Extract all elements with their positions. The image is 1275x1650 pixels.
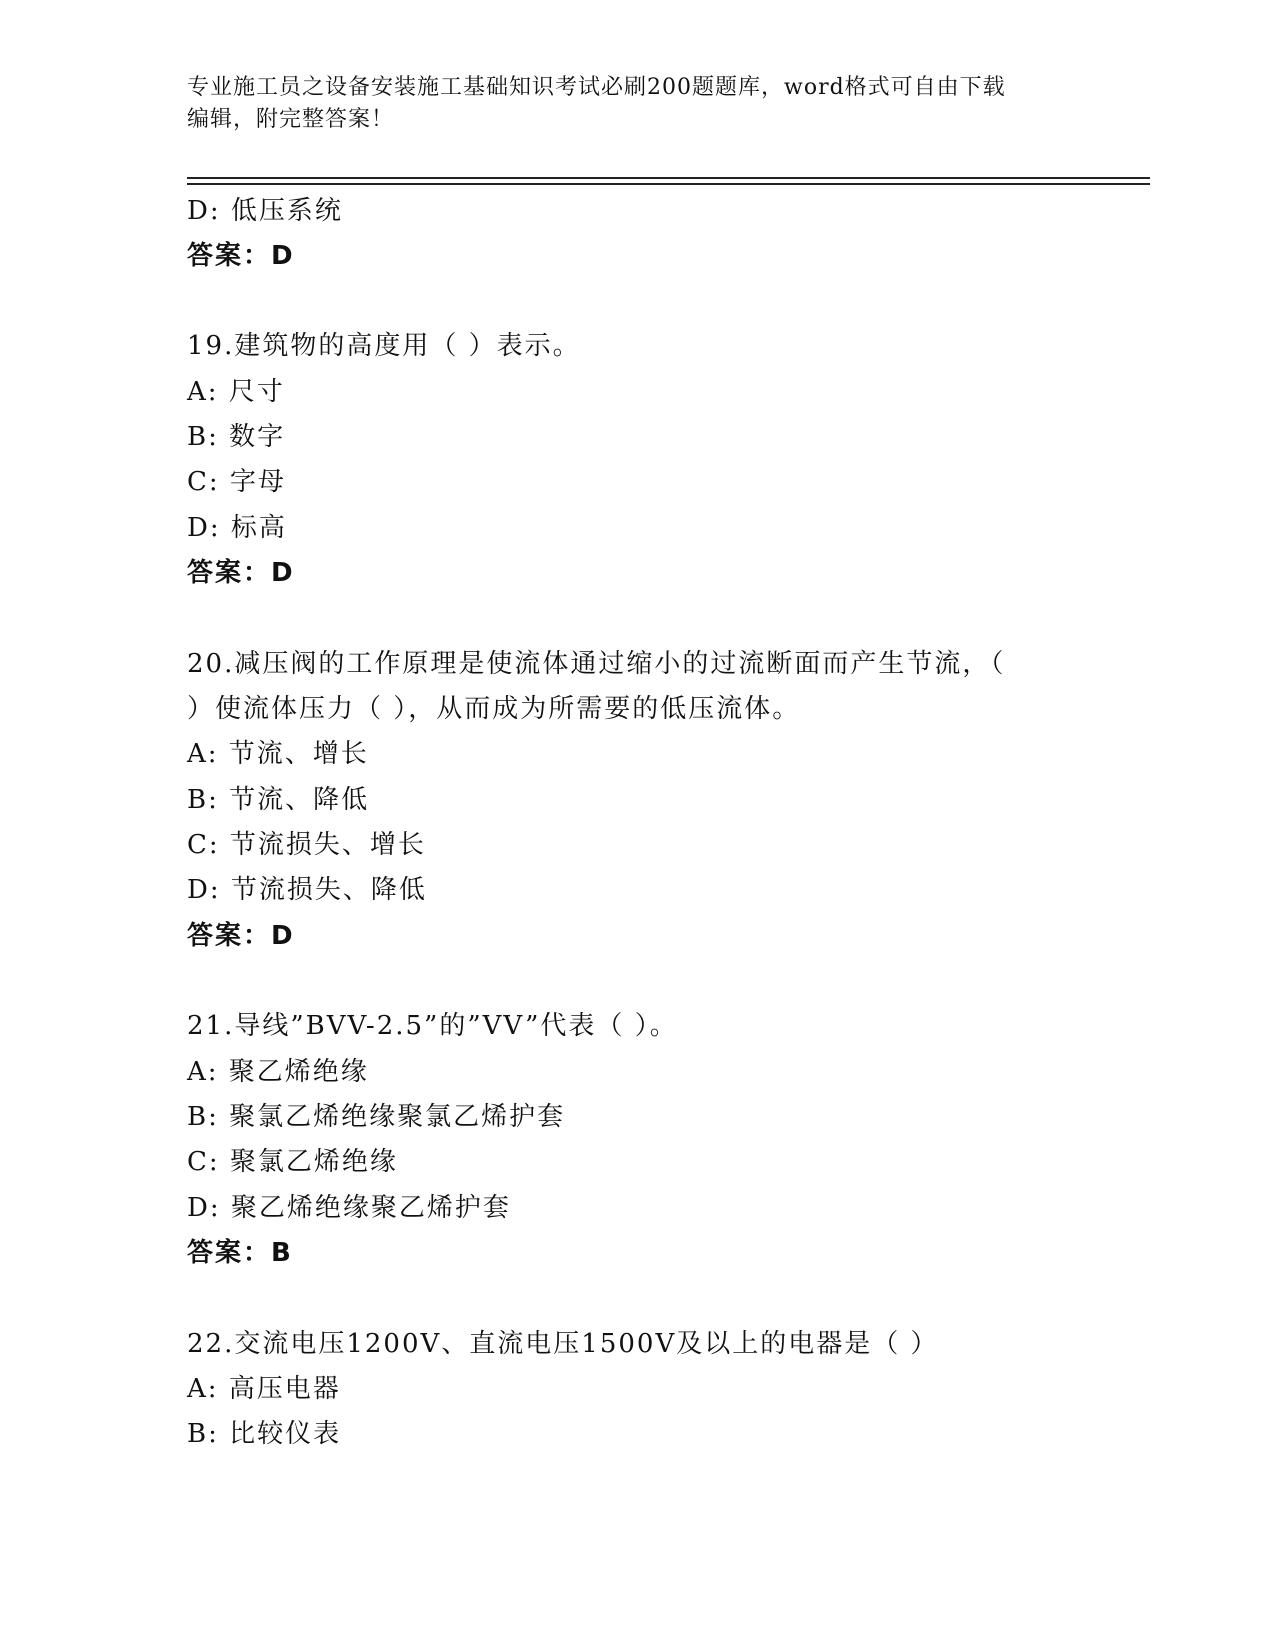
- q18-answer: 答案：D: [187, 241, 295, 271]
- q20-stem-line-1: 20.减压阀的工作原理是使流体通过缩小的过流断面而产生节流，（: [187, 649, 1006, 679]
- header-line-1: 专业施工员之设备安装施工基础知识考试必刷200题题库，word格式可自由下载: [187, 75, 1006, 100]
- q19-stem: 19.建筑物的高度用（ ）表示。: [187, 331, 581, 361]
- q22-option-a: A: 高压电器: [187, 1374, 341, 1404]
- header-divider-top: [187, 177, 1150, 179]
- q21-answer: 答案：B: [187, 1238, 293, 1268]
- q19-answer: 答案：D: [187, 558, 295, 588]
- q20-stem-line-2: ）使流体压力（ ），从而成为所需要的低压流体。: [187, 694, 801, 724]
- q19-option-d: D: 标高: [187, 513, 287, 543]
- q19-option-c: C: 字母: [187, 467, 286, 497]
- document-header: [187, 72, 1087, 136]
- q18-option-d: D: 低压系统: [187, 196, 343, 226]
- q20-option-c: C: 节流损失、增长: [187, 830, 426, 860]
- q21-option-d: D: 聚乙烯绝缘聚乙烯护套: [187, 1193, 511, 1223]
- q21-stem: 21.导线”BVV-2.5”的”VV”代表（ ）。: [187, 1011, 678, 1041]
- q22-option-b: B: 比较仪表: [187, 1419, 342, 1449]
- header-divider-bottom: [187, 183, 1150, 185]
- q21-option-a: A: 聚乙烯绝缘: [187, 1057, 369, 1087]
- q20-option-d: D: 节流损失、降低: [187, 875, 427, 905]
- q21-option-b: B: 聚氯乙烯绝缘聚氯乙烯护套: [187, 1102, 566, 1132]
- q19-option-b: B: 数字: [187, 422, 286, 452]
- q20-option-a: A: 节流、增长: [187, 739, 369, 769]
- q21-option-c: C: 聚氯乙烯绝缘: [187, 1147, 398, 1177]
- q20-option-b: B: 节流、降低: [187, 785, 370, 815]
- header-line-2: 编辑，附完整答案！: [187, 107, 395, 132]
- q19-option-a: A: 尺寸: [187, 377, 285, 407]
- q20-answer: 答案：D: [187, 921, 295, 951]
- q22-stem: 22.交流电压1200V、直流电压1500V及以上的电器是（ ）: [187, 1329, 939, 1359]
